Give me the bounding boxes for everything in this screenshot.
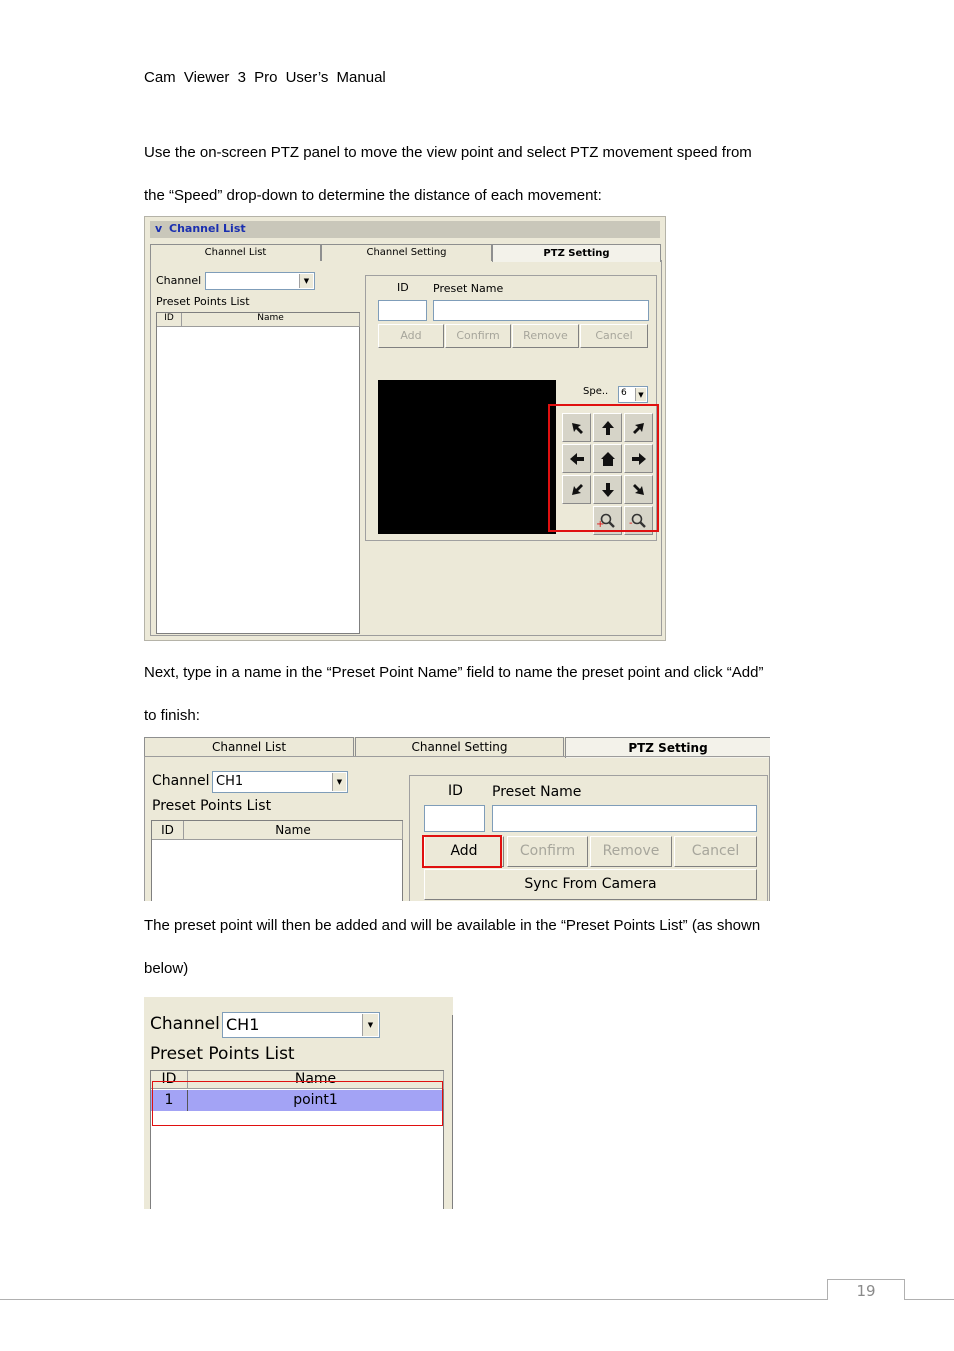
manual-header: Cam Viewer 3 Pro User’s Manual bbox=[144, 69, 386, 86]
channel-label: Channel bbox=[150, 1014, 220, 1034]
preset-id-field[interactable] bbox=[424, 805, 485, 832]
chevron-down-icon[interactable]: ▼ bbox=[635, 388, 646, 401]
remove-button[interactable]: Remove bbox=[512, 324, 579, 348]
paragraph-1-line-1: Use the on-screen PTZ panel to move the view point and select PTZ movement speed from bbox=[144, 144, 752, 161]
channel-list-title: Channel List bbox=[169, 222, 246, 235]
arrow-down-icon bbox=[600, 482, 616, 498]
arrow-down-right-icon bbox=[631, 482, 647, 498]
preset-points-list[interactable] bbox=[156, 312, 360, 634]
column-header-id[interactable]: ID bbox=[151, 1071, 188, 1089]
tab-channel-list[interactable]: Channel List bbox=[150, 244, 321, 261]
zoom-out-sign: - bbox=[629, 518, 633, 529]
pan-up-left-button[interactable] bbox=[562, 413, 591, 442]
channel-dropdown[interactable] bbox=[222, 1012, 380, 1038]
ptz-control-group bbox=[365, 275, 657, 541]
cancel-button[interactable]: Cancel bbox=[674, 836, 757, 867]
arrow-down-left-icon bbox=[569, 482, 585, 498]
tab-channel-list[interactable]: Channel List bbox=[144, 737, 354, 757]
paragraph-3-line-1: The preset point will then be added and will be available in the “Preset Points List” (as shown bbox=[144, 917, 761, 934]
panel-divider bbox=[452, 1015, 453, 1209]
id-label: ID bbox=[397, 281, 409, 294]
preset-points-list-label: Preset Points List bbox=[150, 1044, 295, 1064]
column-header-name[interactable]: Name bbox=[184, 821, 403, 840]
preset-points-list[interactable] bbox=[150, 1070, 444, 1209]
arrow-left-icon bbox=[569, 451, 585, 467]
preset-name-label: Preset Name bbox=[433, 282, 504, 295]
home-icon bbox=[600, 451, 616, 467]
tab-channel-setting[interactable]: Channel Setting bbox=[321, 244, 492, 261]
table-row[interactable] bbox=[151, 1090, 443, 1111]
paragraph-3-line-2: below) bbox=[144, 960, 189, 977]
tilt-down-button[interactable] bbox=[593, 475, 622, 504]
pan-right-button[interactable] bbox=[624, 444, 653, 473]
chevron-down-icon[interactable]: ▼ bbox=[299, 274, 313, 288]
channel-label: Channel bbox=[156, 274, 202, 287]
arrow-up-right-icon bbox=[631, 420, 647, 436]
arrow-right-icon bbox=[631, 451, 647, 467]
preset-name-label: Preset Name bbox=[492, 784, 582, 800]
arrow-up-left-icon bbox=[569, 420, 585, 436]
tab-ptz-setting[interactable]: PTZ Setting bbox=[565, 737, 770, 758]
preset-name-field[interactable] bbox=[433, 300, 649, 321]
camera-preview bbox=[378, 380, 556, 534]
preset-list-screenshot bbox=[144, 997, 453, 1209]
column-header-id[interactable]: ID bbox=[152, 821, 184, 840]
id-label: ID bbox=[448, 783, 463, 799]
channel-dropdown[interactable] bbox=[212, 771, 348, 793]
tilt-up-button[interactable] bbox=[593, 413, 622, 442]
home-button[interactable] bbox=[593, 444, 622, 473]
add-button[interactable]: Add bbox=[424, 836, 504, 867]
footer-rule bbox=[0, 1299, 954, 1300]
zoom-in-button[interactable] bbox=[593, 506, 622, 535]
preset-name-field[interactable] bbox=[492, 805, 757, 832]
add-button[interactable]: Add bbox=[378, 324, 444, 348]
channel-dropdown-value: CH1 bbox=[226, 1015, 260, 1034]
column-header-id[interactable]: ID bbox=[157, 313, 182, 327]
preset-points-list[interactable] bbox=[151, 820, 403, 901]
preset-edit-group bbox=[409, 775, 768, 901]
pan-up-right-button[interactable] bbox=[624, 413, 653, 442]
paragraph-2-line-1: Next, type in a name in the “Preset Point Name” field to name the preset point and click “Add” bbox=[144, 664, 764, 681]
speed-value: 6 bbox=[621, 388, 627, 398]
cancel-button[interactable]: Cancel bbox=[580, 324, 648, 348]
zoom-out-button[interactable] bbox=[624, 506, 653, 535]
preset-id-field[interactable] bbox=[378, 300, 427, 321]
paragraph-2-line-2: to finish: bbox=[144, 707, 200, 724]
remove-button[interactable]: Remove bbox=[590, 836, 672, 867]
channel-dropdown[interactable] bbox=[205, 272, 315, 290]
confirm-button[interactable]: Confirm bbox=[507, 836, 588, 867]
preset-points-list-label: Preset Points List bbox=[156, 295, 250, 308]
row-id-cell: 1 bbox=[151, 1090, 188, 1111]
page-number: 19 bbox=[827, 1279, 905, 1300]
add-preset-screenshot bbox=[144, 737, 770, 901]
channel-label: Channel bbox=[152, 773, 210, 789]
ptz-setting-screenshot bbox=[144, 216, 666, 641]
speed-label: Spe.. bbox=[583, 386, 609, 397]
chevron-down-icon[interactable]: ▼ bbox=[332, 773, 346, 791]
tab-ptz-setting[interactable]: PTZ Setting bbox=[492, 244, 661, 262]
collapse-icon[interactable]: v bbox=[155, 222, 163, 235]
zoom-in-sign: + bbox=[596, 519, 605, 530]
pan-left-button[interactable] bbox=[562, 444, 591, 473]
channel-list-title-bar bbox=[150, 221, 660, 238]
sync-from-camera-button[interactable]: Sync From Camera bbox=[424, 869, 757, 900]
channel-dropdown-value: CH1 bbox=[216, 774, 244, 789]
preset-points-list-label: Preset Points List bbox=[152, 798, 272, 814]
paragraph-1-line-2: the “Speed” drop-down to determine the distance of each movement: bbox=[144, 187, 602, 204]
confirm-button[interactable]: Confirm bbox=[445, 324, 511, 348]
chevron-down-icon[interactable]: ▼ bbox=[362, 1014, 378, 1036]
arrow-up-icon bbox=[600, 420, 616, 436]
column-header-name[interactable]: Name bbox=[188, 1071, 444, 1089]
speed-dropdown[interactable] bbox=[618, 386, 648, 403]
tab-channel-setting[interactable]: Channel Setting bbox=[355, 737, 564, 757]
pan-down-right-button[interactable] bbox=[624, 475, 653, 504]
row-name-cell: point1 bbox=[293, 1092, 338, 1108]
pan-down-left-button[interactable] bbox=[562, 475, 591, 504]
column-header-name[interactable]: Name bbox=[182, 313, 360, 327]
